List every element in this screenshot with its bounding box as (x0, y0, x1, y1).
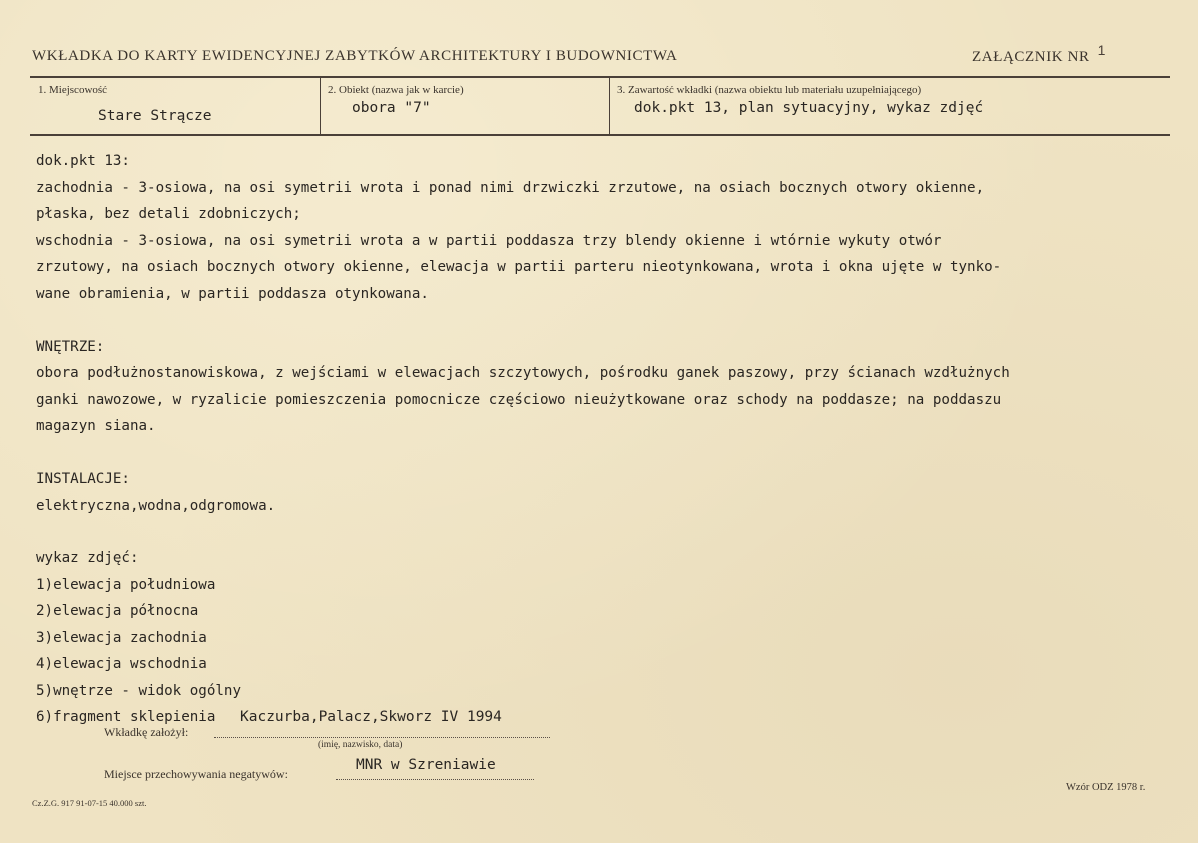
fields-rule (30, 134, 1170, 136)
contents-label: 3. Zawartość wkładki (nazwa obiektu lub materiału uzupełniającego) (617, 84, 922, 96)
locality-label: 1. Miejscowość (38, 84, 108, 96)
contents-value: dok.pkt 13, plan sytuacyjny, wykaz zdjęć (634, 100, 984, 116)
annex-label: ZAŁĄCZNIK NR (972, 49, 1090, 65)
list-item: 2)elewacja północna (36, 603, 199, 619)
blank-line (36, 532, 1010, 545)
section-heading: wykaz zdjęć: (36, 550, 139, 566)
blank-line (36, 519, 1010, 532)
text-line: wane obramienia, w partii poddasza otynkowana. (36, 285, 429, 302)
created-by-line (214, 737, 550, 738)
list-item: 5)wnętrze - widok ogólny (36, 682, 241, 699)
list-item: 1)elewacja południowa (36, 576, 216, 593)
text-line: magazyn siana. (36, 418, 156, 434)
object-value: obora "7" (352, 100, 431, 116)
form-title: WKŁADKA DO KARTY EWIDENCYJNEJ ZABYTKÓW ARCHITEKTURY I BUDOWNICTWA (32, 48, 678, 64)
created-by-hint: (imię, nazwisko, data) (318, 740, 403, 750)
section-heading: INSTALACJE: (36, 471, 130, 487)
text-line: elektryczna,wodna,odgromowa. (36, 497, 276, 514)
locality-value: Stare Strącze (98, 108, 212, 124)
text-line: obora podłużnostanowiskowa, z wejściami w elewacjach szczytowych, pośrodku ganek paszowy, przy ścianach wzdłużnych (36, 365, 1010, 381)
description-body (36, 148, 1010, 731)
form-model: Wzór ODZ 1978 r. (1066, 782, 1146, 793)
created-by-value: Kaczurba,Palacz,Skworz IV 1994 (240, 709, 502, 725)
print-code: Cz.Z.G. 917 91-07-15 40.000 szt. (32, 798, 147, 808)
negatives-label: Miejsce przechowywania negatywów: (104, 767, 288, 781)
text-line: zrzutowy, na osiach bocznych otwory okienne, elewacja w partii parteru nieotynkowana, wrota i okna ujęte w tynko- (36, 259, 1002, 275)
header-rule (30, 76, 1170, 78)
created-by-label: Wkładkę założył: (104, 725, 189, 739)
annex-number (972, 42, 1106, 66)
blank-line (36, 307, 1010, 334)
text-line: dok.pkt 13: (36, 153, 130, 169)
field-divider (320, 78, 321, 134)
object-label: 2. Obiekt (nazwa jak w karcie) (328, 84, 464, 96)
list-item: 3)elewacja zachodnia (36, 629, 207, 646)
negatives-line (336, 779, 534, 780)
text-line: ganki nawozowe, w ryzalicie pomieszczenia pomocnicze częściowo nieużytkowane oraz schody na poddasze; na poddaszu (36, 391, 1002, 408)
text-line: wschodnia - 3-osiowa, na osi symetrii wrota a w partii poddasza trzy blendy okienne i wtórnie wykuty otwór (36, 232, 942, 249)
blank-line (36, 440, 1010, 467)
negatives-value: MNR w Szreniawie (356, 757, 496, 773)
list-item: 6)fragment sklepienia (36, 709, 216, 725)
field-divider (609, 78, 610, 134)
section-heading: WNĘTRZE: (36, 338, 105, 355)
list-item: 4)elewacja wschodnia (36, 656, 207, 672)
text-line: zachodnia - 3-osiowa, na osi symetrii wrota i ponad nimi drzwiczki zrzutowe, na osiach bocznych otwory okienne, (36, 179, 985, 196)
annex-number-value: 1 (1097, 42, 1106, 58)
text-line: płaska, bez detali zdobniczych; (36, 206, 301, 222)
